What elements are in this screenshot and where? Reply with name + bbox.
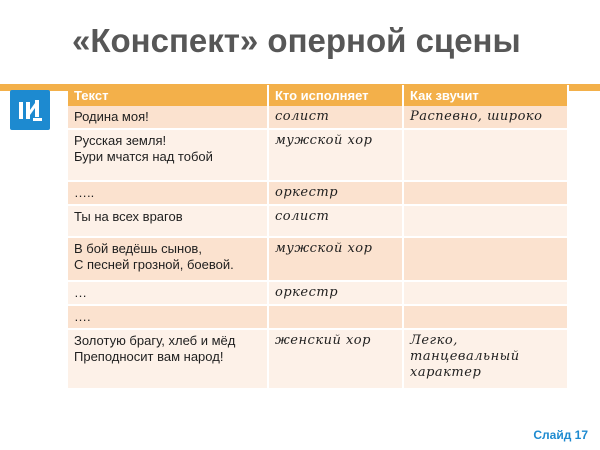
- cell-sound: [403, 281, 568, 305]
- cell-performer: солист: [268, 106, 403, 129]
- cell-text: Ты на всех врагов: [68, 205, 268, 237]
- opera-scene-table: [68, 85, 569, 390]
- cell-sound: [403, 129, 568, 181]
- cell-text: В бой ведёшь сынов, С песней грозной, боевой.: [68, 237, 268, 281]
- table-body: [68, 106, 568, 389]
- table-row: [68, 281, 568, 305]
- cell-sound: Распевно, широко: [403, 106, 568, 129]
- header-performer: Кто исполняет: [268, 85, 403, 106]
- cell-performer: оркестр: [268, 181, 403, 205]
- cell-performer: оркестр: [268, 281, 403, 305]
- book-logo-icon: [10, 90, 50, 130]
- header-text: Текст: [68, 85, 268, 106]
- cell-text: …..: [68, 181, 268, 205]
- slide-number: Слайд 17: [533, 428, 588, 442]
- cell-sound: [403, 305, 568, 329]
- cell-sound: [403, 205, 568, 237]
- table-row: [68, 237, 568, 281]
- cell-text: Русская земля! Бури мчатся над тобой: [68, 129, 268, 181]
- cell-performer: женский хор: [268, 329, 403, 389]
- table-row: [68, 305, 568, 329]
- table-row: [68, 129, 568, 181]
- cell-sound: [403, 181, 568, 205]
- table-header-row: [68, 85, 568, 106]
- cell-text: Родина моя!: [68, 106, 268, 129]
- header-sound: Как звучит: [403, 85, 568, 106]
- slide-title: «Конспект» оперной сцены: [72, 22, 521, 59]
- table-row: [68, 181, 568, 205]
- cell-text: ….: [68, 305, 268, 329]
- table-row: [68, 329, 568, 389]
- cell-performer: мужской хор: [268, 237, 403, 281]
- cell-performer: мужской хор: [268, 129, 403, 181]
- table-row: [68, 106, 568, 129]
- publisher-logo-icon: [10, 90, 50, 130]
- cell-sound: [403, 237, 568, 281]
- cell-performer: солист: [268, 205, 403, 237]
- cell-performer: [268, 305, 403, 329]
- cell-text: Золотую брагу, хлеб и мёд Преподносит вам народ!: [68, 329, 268, 389]
- cell-text: …: [68, 281, 268, 305]
- cell-sound: Легко, танцевальный характер: [403, 329, 568, 389]
- table-row: [68, 205, 568, 237]
